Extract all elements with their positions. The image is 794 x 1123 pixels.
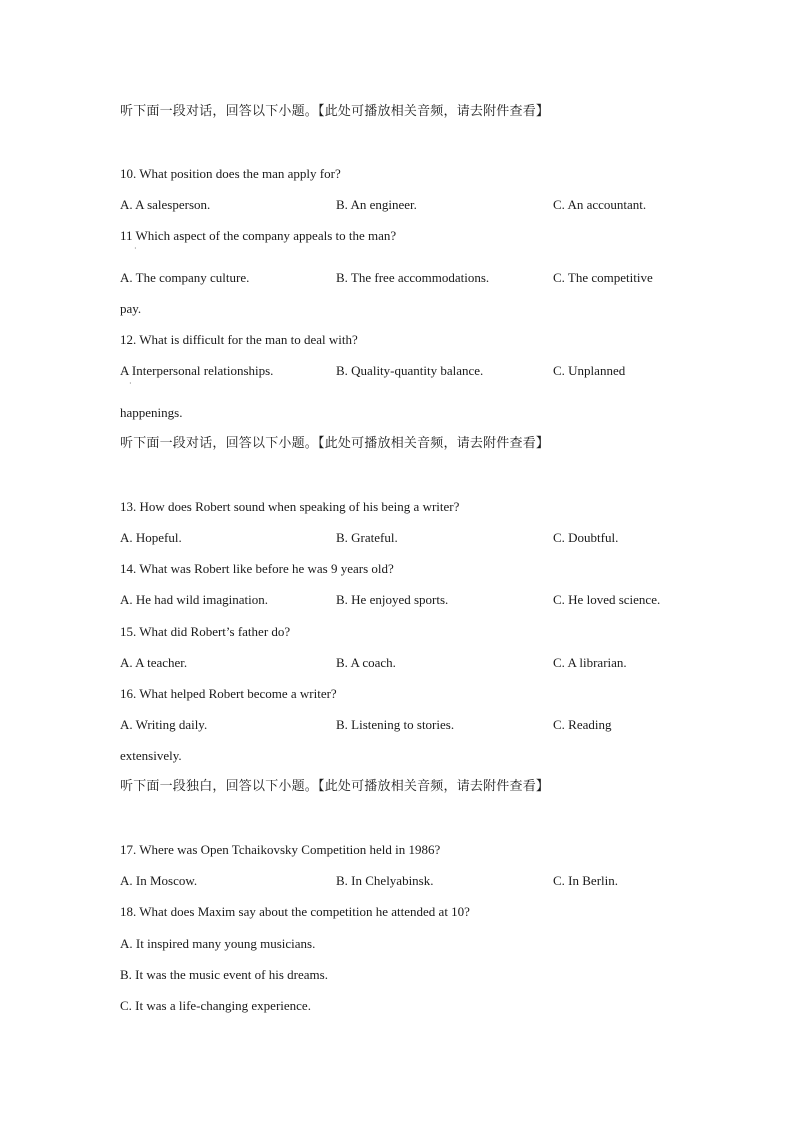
question-13-stem: 13. How does Robert sound when speaking of his being a writer? — [120, 499, 460, 514]
question-11-options — [120, 270, 720, 286]
question-16-option-a[interactable]: A. Writing daily. — [120, 717, 208, 732]
question-11-stem: 11 Which aspect of the company appeals to the man? — [120, 228, 397, 243]
question-13-option-b[interactable]: B. Grateful. — [336, 530, 398, 545]
question-16-stem: 16. What helped Robert become a writer? — [120, 686, 337, 701]
question-17-option-b[interactable]: B. In Chelyabinsk. — [336, 873, 434, 888]
question-17-option-a[interactable]: A. In Moscow. — [120, 873, 198, 888]
question-10-option-b[interactable]: B. An engineer. — [336, 197, 417, 212]
question-14-option-b[interactable]: B. He enjoyed sports. — [336, 592, 449, 607]
question-12-option-b[interactable]: B. Quality-quantity balance. — [336, 363, 484, 378]
question-11-option-a[interactable]: A. The company culture. — [120, 270, 250, 285]
question-17-option-c[interactable]: C. In Berlin. — [553, 873, 618, 888]
stray-dot-mark: · — [134, 244, 137, 253]
question-16-option-b[interactable]: B. Listening to stories. — [336, 717, 455, 732]
question-18-option-c[interactable]: C. It was a life-changing experience. — [120, 998, 311, 1013]
question-12-stem: 12. What is difficult for the man to deal with? — [120, 332, 358, 347]
question-11-option-c[interactable]: C. The competitive — [553, 270, 653, 285]
question-11-option-b[interactable]: B. The free accommodations. — [336, 270, 490, 285]
question-18-option-b[interactable]: B. It was the music event of his dreams. — [120, 967, 328, 982]
section-instruction-3: 听下面一段独白，回答以下小题。【此处可播放相关音频，请去附件查看】 — [120, 779, 550, 794]
question-16-option-c[interactable]: C. Reading — [553, 717, 612, 732]
question-14-option-c[interactable]: C. He loved science. — [553, 592, 661, 607]
question-14-option-a[interactable]: A. He had wild imagination. — [120, 592, 269, 607]
question-15-option-c[interactable]: C. A librarian. — [553, 655, 627, 670]
question-13-options — [120, 530, 720, 546]
question-18-option-a[interactable]: A. It inspired many young musicians. — [120, 936, 316, 951]
question-17-options — [120, 873, 720, 889]
question-10-option-c[interactable]: C. An accountant. — [553, 197, 647, 212]
question-10-options — [120, 197, 720, 213]
question-13-option-a[interactable]: A. Hopeful. — [120, 530, 182, 545]
question-12-options — [120, 363, 720, 379]
question-12-option-c-continued: happenings. — [120, 405, 183, 420]
question-15-stem: 15. What did Robert’s father do? — [120, 624, 291, 639]
question-14-stem: 14. What was Robert like before he was 9 years old? — [120, 561, 394, 576]
question-10-stem: 10. What position does the man apply for? — [120, 166, 341, 181]
section-instruction-2: 听下面一段对话，回答以下小题。【此处可播放相关音频，请去附件查看】 — [120, 436, 550, 451]
question-16-options — [120, 717, 720, 733]
stray-dot-mark: · — [129, 379, 132, 388]
question-17-stem: 17. Where was Open Tchaikovsky Competition held in 1986? — [120, 842, 441, 857]
question-12-option-c[interactable]: C. Unplanned — [553, 363, 626, 378]
section-instruction-1: 听下面一段对话，回答以下小题。【此处可播放相关音频，请去附件查看】 — [120, 104, 550, 119]
question-10-option-a[interactable]: A. A salesperson. — [120, 197, 211, 212]
question-15-option-a[interactable]: A. A teacher. — [120, 655, 188, 670]
question-15-option-b[interactable]: B. A coach. — [336, 655, 396, 670]
question-18-stem: 18. What does Maxim say about the competition he attended at 10? — [120, 904, 470, 919]
question-15-options — [120, 655, 720, 671]
question-13-option-c[interactable]: C. Doubtful. — [553, 530, 619, 545]
question-12-option-a[interactable]: A Interpersonal relationships. — [120, 363, 274, 378]
question-16-option-c-continued: extensively. — [120, 748, 182, 763]
question-14-options — [120, 592, 720, 608]
question-11-option-c-continued: pay. — [120, 301, 142, 316]
